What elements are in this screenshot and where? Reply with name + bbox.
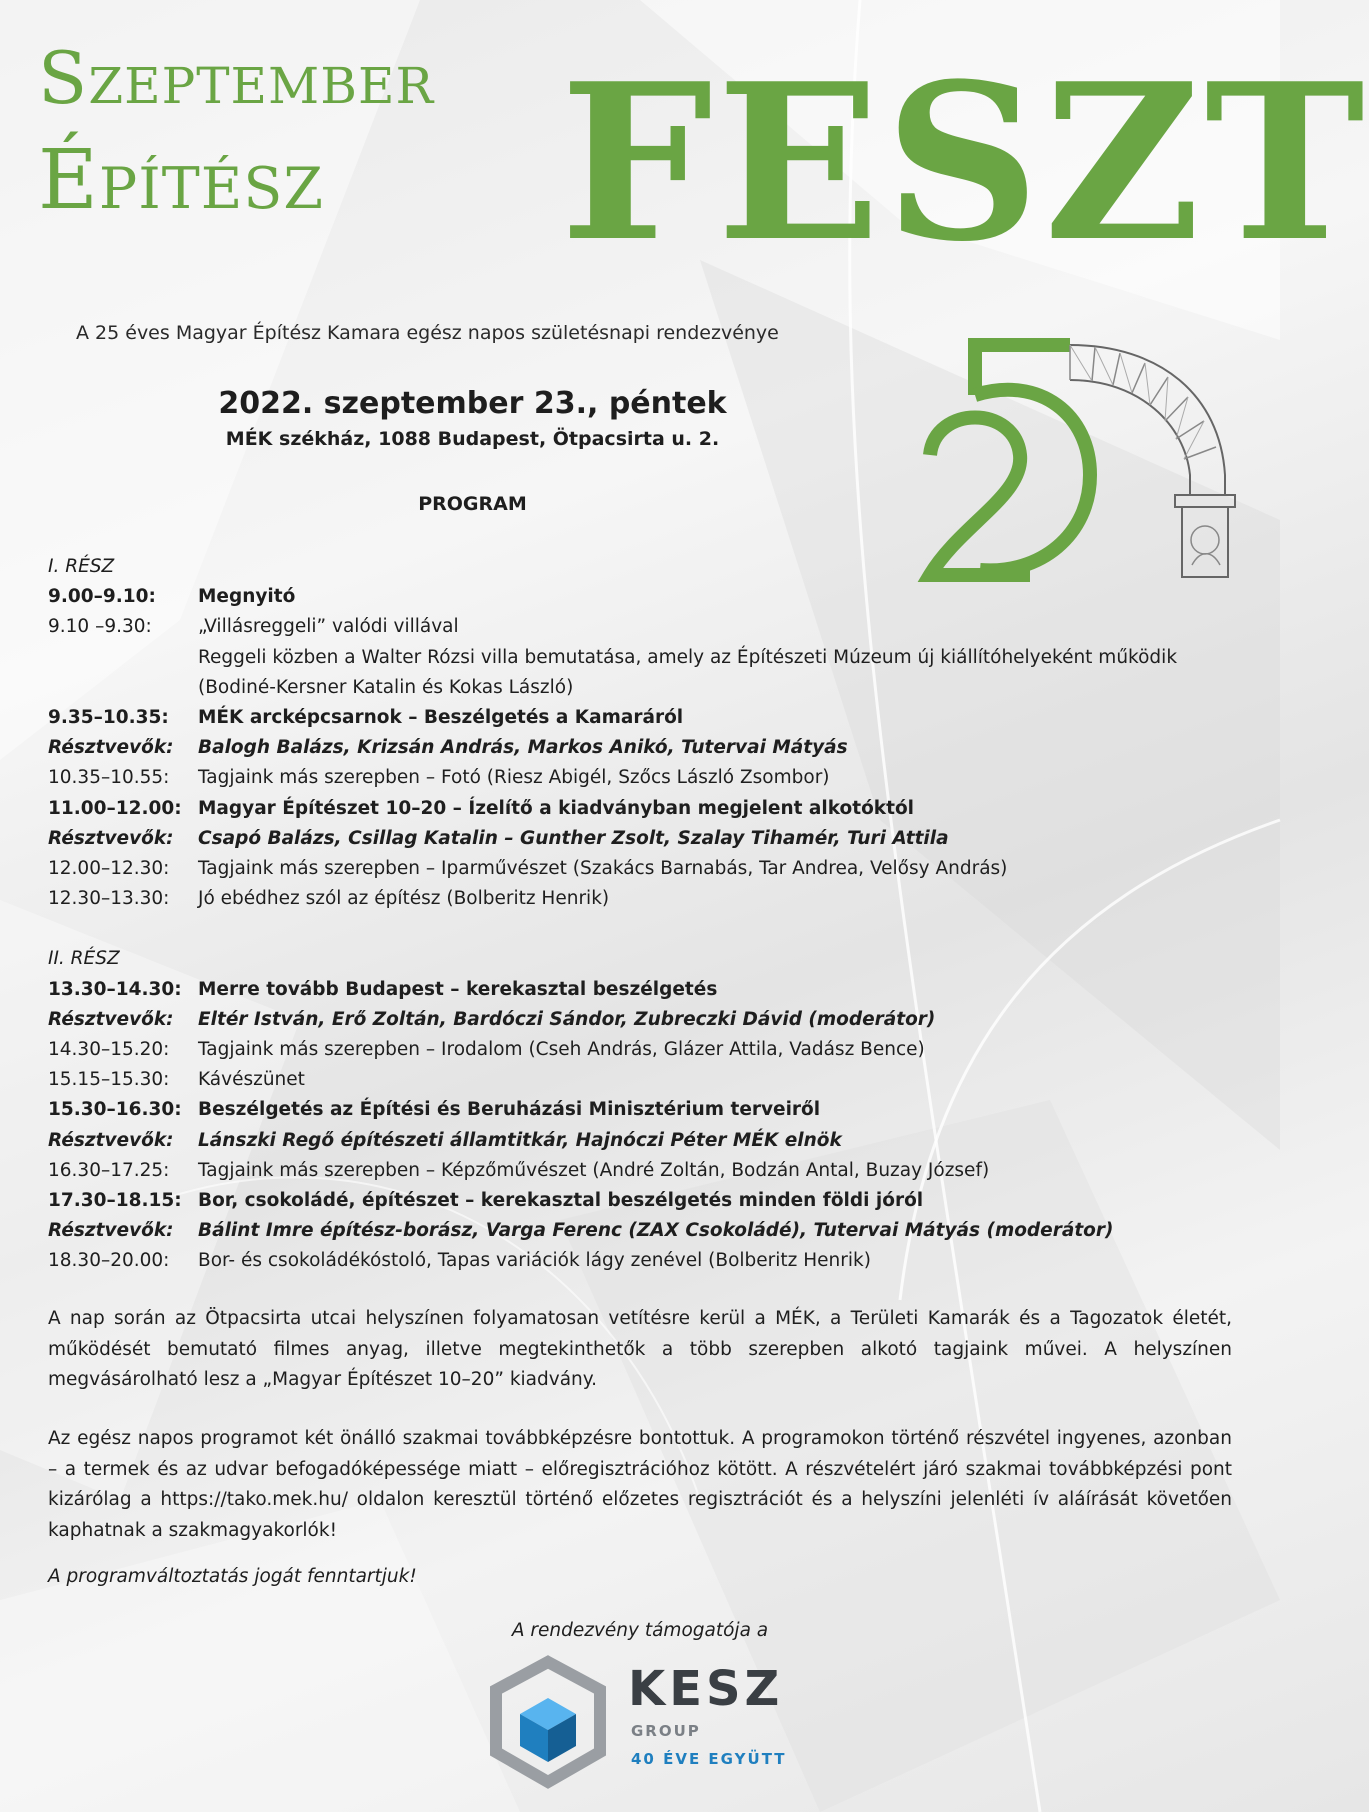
schedule-row: 12.30–13.30: Jó ebédhez szól az építész (Bolberitz Henrik) xyxy=(48,888,610,910)
participants-row: Résztvevők: Balogh Balázs, Krizsán András, Markos Anikó, Tutervai Mátyás xyxy=(48,737,848,759)
participants-row: Résztvevők: Eltér István, Erő Zoltán, Bardóczi Sándor, Zubreczki Dávid (moderátor) xyxy=(48,1008,936,1030)
title-feszt: FESZT xyxy=(560,36,1369,289)
part1-label: I. RÉSZ xyxy=(48,556,115,577)
schedule-row: 15.15–15.30: Kávészünet xyxy=(48,1069,305,1091)
schedule-row: 15.30–16.30: Beszélgetés az Építési és Beruházási Minisztérium terveiről xyxy=(48,1099,821,1121)
participants-row: Résztvevők: Csapó Balázs, Csillag Katalin – Gunther Zsolt, Szalay Tihamér, Turi Attila xyxy=(48,827,949,849)
schedule-row: (Bodiné-Kersner Katalin és Kokas László) xyxy=(198,676,574,698)
sponsor-label: A rendezvény támogatója a xyxy=(511,1620,769,1641)
subtitle: A 25 éves Magyar Építész Kamara egész napos születésnapi rendezvénye xyxy=(76,322,779,344)
schedule-row: 18.30–20.00: Bor- és csokoládékóstoló, Tapas variációk lágy zenével (Bolberitz Henrik) xyxy=(48,1250,871,1272)
participants-row: Résztvevők: Bálint Imre építész-borász, Varga Ferenc (ZAX Csokoládé), Tutervai Mátyás (moderátor) xyxy=(48,1220,1114,1242)
reserve-note: A programváltoztatás jogát fenntartjuk! xyxy=(48,1566,417,1587)
schedule-row: 12.00–12.30: Tagjaink más szerepben – Iparművészet (Szakács Barnabás, Tar Andrea, Velősy András) xyxy=(48,858,1008,880)
event-venue: MÉK székház, 1088 Budapest, Ötpacsirta u. 2. xyxy=(225,428,720,450)
schedule-row: 9.00–9.10: Megnyitó xyxy=(48,586,296,608)
info-paragraph-2: Az egész napos programot két önálló szakmai továbbképzésre bontottuk. A programokon történő részvétel ingyenes, azonban – a termek és az udvar befogadóképessége miatt – előregisztrációhoz kötött. A részvételért járó szakmai továbbképzési pont kizárólag a https://tako.mek.hu/ oldalon keresztül történő előzetes regisztrációt és a helyszíni jelenléti ív aláírását követően kaphatnak a szakmagyakorlók! xyxy=(48,1428,1232,1541)
schedule-row: 9.35–10.35: MÉK arcképcsarnok – Beszélgetés a Kamaráról xyxy=(48,707,684,729)
event-date: 2022. szeptember 23., péntek xyxy=(218,386,727,421)
schedule-row: 10.35–10.55: Tagjaink más szerepben – Fotó (Riesz Abigél, Szőcs László Zsombor) xyxy=(48,767,830,789)
schedule-row: 9.10 –9.30: „Villásreggeli” valódi villával xyxy=(48,616,459,638)
kesz-group: GROUP xyxy=(631,1722,701,1740)
program-heading: PROGRAM xyxy=(418,493,527,515)
schedule-row: Reggeli közben a Walter Rózsi villa bemutatása, amely az Építészeti Múzeum új kiállítóhelyeként működik xyxy=(198,646,1178,668)
schedule-row: 11.00–12.00: Magyar Építészet 10–20 – Ízelítő a kiadványban megjelent alkotóktól xyxy=(48,797,915,819)
schedule-row: 14.30–15.20: Tagjaink más szerepben – Irodalom (Cseh András, Glázer Attila, Vadász Bence) xyxy=(48,1039,925,1061)
title-epitesz: Építész xyxy=(38,133,325,228)
kesz-cube-logo-icon xyxy=(490,1658,606,1786)
schedule-row: 13.30–14.30: Merre tovább Budapest – kerekasztal beszélgetés xyxy=(48,978,718,1000)
kesz-name: KESZ xyxy=(628,1661,784,1717)
kesz-tagline: 40 ÉVE EGYÜTT xyxy=(631,1750,787,1768)
part2-label: II. RÉSZ xyxy=(48,948,120,970)
title-szeptember: Szeptember xyxy=(38,36,435,120)
schedule-row: 17.30–18.15: Bor, csokoládé, építészet – kerekasztal beszélgetés minden földi jóról xyxy=(48,1190,924,1212)
participants-row: Résztvevők: Lánszki Regő építészeti államtitkár, Hajnóczi Péter MÉK elnök xyxy=(48,1129,842,1151)
program-schedule xyxy=(48,552,1248,1277)
info-paragraph-1: A nap során az Ötpacsirta utcai helyszínen folyamatosan vetítésre kerül a MÉK, a Területi Kamarák és a Tagozatok életét, működését bemutató filmes anyag, illetve megtekinthetők a több szerepben alkotó tagjaink művei. A helyszínen megvásárolható lesz a „Magyar Építészet 10–20” kiadvány. xyxy=(48,1308,1232,1390)
schedule-row: 16.30–17.25: Tagjaink más szerepben – Képzőművészet (André Zoltán, Bodzán Antal, Buzay József) xyxy=(48,1159,990,1181)
